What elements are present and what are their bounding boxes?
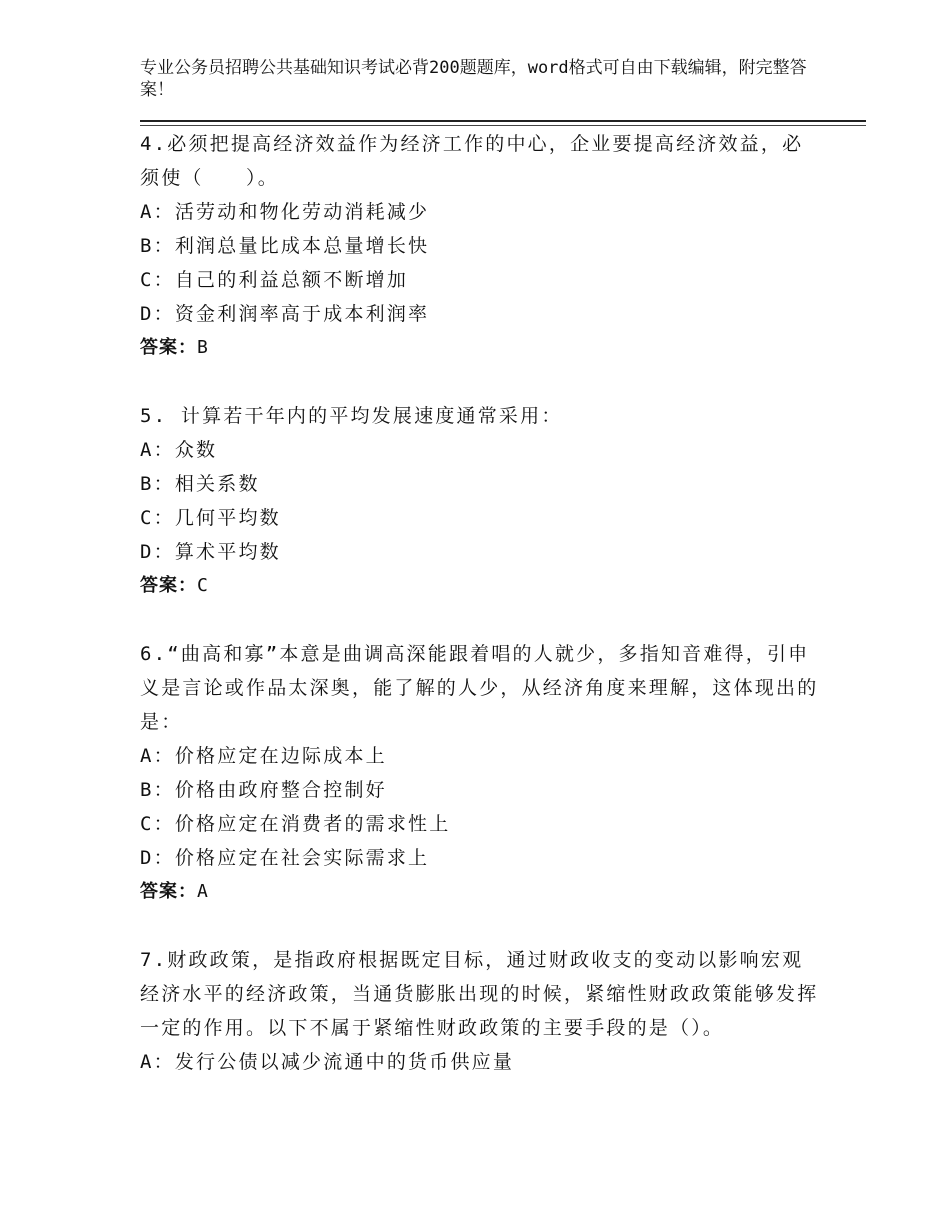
question-5 <box>140 399 820 603</box>
question-stem: 7.财政政策，是指政府根据既定目标，通过财政收支的变动以影响宏观经济水平的经济政策，当通货膨胀出现的时候，紧缩性财政政策能够发挥一定的作用。以下不属于紧缩性财政政策的主要手段的是（）。 <box>140 949 819 1039</box>
question-4 <box>140 127 820 365</box>
option-d: D：价格应定在社会实际需求上 <box>140 847 430 869</box>
option-c: C：价格应定在消费者的需求性上 <box>140 813 451 835</box>
header-divider-thin <box>140 125 866 126</box>
option-c: C：自己的利益总额不断增加 <box>140 269 409 291</box>
option-a: A：活劳动和物化劳动消耗减少 <box>140 201 430 223</box>
option-b: B：价格由政府整合控制好 <box>140 779 387 801</box>
document-header: 专业公务员招聘公共基础知识考试必背200题题库，word格式可自由下载编辑，附完整答案！ <box>140 58 807 100</box>
answer-label: 答案： <box>140 881 197 902</box>
option-a: A：众数 <box>140 439 218 461</box>
option-a: A：发行公债以减少流通中的货币供应量 <box>140 1051 515 1073</box>
answer-value: C <box>197 575 209 596</box>
answer-line <box>140 569 820 603</box>
answer-value: A <box>197 881 209 902</box>
option-c: C：几何平均数 <box>140 507 281 529</box>
option-b: B：相关系数 <box>140 473 260 495</box>
answer-line <box>140 875 820 909</box>
option-d: D：算术平均数 <box>140 541 281 563</box>
question-7 <box>140 943 820 1079</box>
header-divider-thick <box>140 120 866 122</box>
answer-label: 答案： <box>140 337 197 358</box>
question-stem: 5. 计算若干年内的平均发展速度通常采用： <box>140 405 563 427</box>
question-6 <box>140 637 820 909</box>
option-a: A：价格应定在边际成本上 <box>140 745 387 767</box>
question-list <box>140 127 820 1079</box>
question-stem: 6.“曲高和寡”本意是曲调高深能跟着唱的人就少，多指知音难得，引申义是言论或作品太深奥，能了解的人少，从经济角度来理解，这体现出的是： <box>140 643 819 733</box>
answer-value: B <box>197 337 209 358</box>
answer-label: 答案： <box>140 575 197 596</box>
option-d: D：资金利润率高于成本利润率 <box>140 303 430 325</box>
answer-line <box>140 331 820 365</box>
question-stem: 4.必须把提高经济效益作为经济工作的中心，企业要提高经济效益，必须使（ ）。 <box>140 133 804 189</box>
option-b: B：利润总量比成本总量增长快 <box>140 235 430 257</box>
